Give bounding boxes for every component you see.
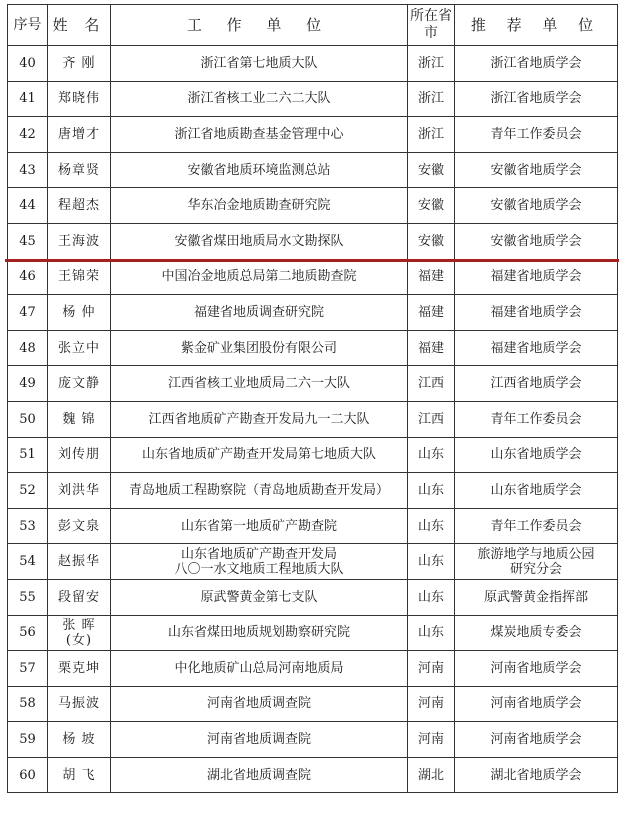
row-name: 唐增才 xyxy=(48,117,111,153)
row-unit: 河南省地质调查院 xyxy=(111,686,408,722)
row-unit: 华东冶金地质勘查研究院 xyxy=(111,188,408,224)
table-row xyxy=(8,46,618,82)
row-index: 50 xyxy=(8,401,48,437)
row-index: 49 xyxy=(8,366,48,402)
row-index: 47 xyxy=(8,295,48,331)
row-unit: 湖北省地质调查院 xyxy=(111,757,408,793)
header-recommender: 推 荐 单 位 xyxy=(455,5,618,46)
row-recommender: 煤炭地质专委会 xyxy=(455,615,618,651)
table-row xyxy=(8,223,618,259)
row-recommender: 河南省地质学会 xyxy=(455,686,618,722)
table-row xyxy=(8,295,618,331)
row-unit: 原武警黄金第七支队 xyxy=(111,579,408,615)
row-recommender: 青年工作委员会 xyxy=(455,508,618,544)
table-row xyxy=(8,722,618,758)
row-index: 48 xyxy=(8,330,48,366)
row-recommender: 安徽省地质学会 xyxy=(455,188,618,224)
header-unit: 工 作 单 位 xyxy=(111,5,408,46)
row-index: 52 xyxy=(8,473,48,509)
row-province: 江西 xyxy=(408,366,455,402)
recommendation-table xyxy=(7,4,618,793)
row-recommender: 福建省地质学会 xyxy=(455,295,618,331)
row-unit: 中国冶金地质总局第二地质勘查院 xyxy=(111,259,408,295)
row-recommender: 安徽省地质学会 xyxy=(455,152,618,188)
row-name: 赵振华 xyxy=(48,544,111,580)
row-province: 河南 xyxy=(408,686,455,722)
row-index: 44 xyxy=(8,188,48,224)
header-name: 姓 名 xyxy=(48,5,111,46)
row-name: 程超杰 xyxy=(48,188,111,224)
row-unit: 安徽省煤田地质局水文勘探队 xyxy=(111,223,408,259)
row-province: 河南 xyxy=(408,722,455,758)
row-recommender: 江西省地质学会 xyxy=(455,366,618,402)
row-index: 55 xyxy=(8,579,48,615)
row-province: 山东 xyxy=(408,473,455,509)
table-row xyxy=(8,330,618,366)
row-recommender: 河南省地质学会 xyxy=(455,651,618,687)
row-name: 庞文静 xyxy=(48,366,111,402)
row-unit: 安徽省地质环境监测总站 xyxy=(111,152,408,188)
row-name: 王锦荣 xyxy=(48,259,111,295)
row-name: 魏 锦 xyxy=(48,401,111,437)
row-recommender: 福建省地质学会 xyxy=(455,259,618,295)
row-name: 杨章贤 xyxy=(48,152,111,188)
row-index: 58 xyxy=(8,686,48,722)
table-row xyxy=(8,544,618,580)
row-unit: 江西省地质矿产勘查开发局九一二大队 xyxy=(111,401,408,437)
row-recommender: 山东省地质学会 xyxy=(455,437,618,473)
row-unit: 青岛地质工程勘察院（青岛地质勘查开发局） xyxy=(111,473,408,509)
row-index: 53 xyxy=(8,508,48,544)
row-unit: 福建省地质调查研究院 xyxy=(111,295,408,331)
row-name: 杨 坡 xyxy=(48,722,111,758)
row-index: 46 xyxy=(8,259,48,295)
row-unit: 河南省地质调查院 xyxy=(111,722,408,758)
row-recommender: 原武警黄金指挥部 xyxy=(455,579,618,615)
row-unit: 山东省地质矿产勘查开发局第七地质大队 xyxy=(111,437,408,473)
row-unit: 江西省核工业地质局二六一大队 xyxy=(111,366,408,402)
table-row xyxy=(8,437,618,473)
table-row xyxy=(8,117,618,153)
row-recommender: 安徽省地质学会 xyxy=(455,223,618,259)
row-unit: 山东省地质矿产勘查开发局 八〇一水文地质工程地质大队 xyxy=(111,544,408,580)
row-province: 浙江 xyxy=(408,46,455,82)
row-name: 郑晓伟 xyxy=(48,81,111,117)
row-index: 42 xyxy=(8,117,48,153)
row-province: 浙江 xyxy=(408,117,455,153)
row-index: 57 xyxy=(8,651,48,687)
row-recommender: 青年工作委员会 xyxy=(455,401,618,437)
row-province: 河南 xyxy=(408,651,455,687)
row-unit: 浙江省第七地质大队 xyxy=(111,46,408,82)
row-unit: 浙江省核工业二六二大队 xyxy=(111,81,408,117)
row-index: 60 xyxy=(8,757,48,793)
table-row xyxy=(8,152,618,188)
row-province: 山东 xyxy=(408,544,455,580)
table-row xyxy=(8,508,618,544)
row-index: 51 xyxy=(8,437,48,473)
header-province: 所在省市 xyxy=(408,5,455,46)
row-recommender: 河南省地质学会 xyxy=(455,722,618,758)
table-header-row xyxy=(8,5,618,46)
table-row xyxy=(8,651,618,687)
row-name: 胡 飞 xyxy=(48,757,111,793)
row-province: 浙江 xyxy=(408,81,455,117)
table-row xyxy=(8,686,618,722)
row-name: 张 晖 (女) xyxy=(48,615,111,651)
row-province: 福建 xyxy=(408,295,455,331)
table-row xyxy=(8,366,618,402)
row-name: 彭文泉 xyxy=(48,508,111,544)
row-recommender: 湖北省地质学会 xyxy=(455,757,618,793)
row-province: 江西 xyxy=(408,401,455,437)
table-row xyxy=(8,401,618,437)
row-recommender: 福建省地质学会 xyxy=(455,330,618,366)
header-index: 序号 xyxy=(8,5,48,46)
row-recommender: 旅游地学与地质公园 研究分会 xyxy=(455,544,618,580)
row-province: 安徽 xyxy=(408,152,455,188)
row-province: 安徽 xyxy=(408,223,455,259)
table-row xyxy=(8,757,618,793)
row-province: 山东 xyxy=(408,579,455,615)
row-province: 山东 xyxy=(408,437,455,473)
row-unit: 浙江省地质勘查基金管理中心 xyxy=(111,117,408,153)
row-province: 安徽 xyxy=(408,188,455,224)
row-index: 45 xyxy=(8,223,48,259)
row-unit: 山东省煤田地质规划勘察研究院 xyxy=(111,615,408,651)
row-index: 43 xyxy=(8,152,48,188)
row-index: 59 xyxy=(8,722,48,758)
row-name: 刘传朋 xyxy=(48,437,111,473)
table-row xyxy=(8,259,618,295)
row-unit: 紫金矿业集团股份有限公司 xyxy=(111,330,408,366)
row-index: 54 xyxy=(8,544,48,580)
row-name: 张立中 xyxy=(48,330,111,366)
row-name: 马振波 xyxy=(48,686,111,722)
table-row xyxy=(8,473,618,509)
row-index: 40 xyxy=(8,46,48,82)
row-name: 杨 仲 xyxy=(48,295,111,331)
row-name: 栗克坤 xyxy=(48,651,111,687)
row-recommender: 浙江省地质学会 xyxy=(455,81,618,117)
table-row xyxy=(8,188,618,224)
row-name: 齐 刚 xyxy=(48,46,111,82)
red-divider-line xyxy=(5,259,619,262)
row-unit: 中化地质矿山总局河南地质局 xyxy=(111,651,408,687)
row-name: 刘洪华 xyxy=(48,473,111,509)
row-province: 福建 xyxy=(408,259,455,295)
row-name: 段留安 xyxy=(48,579,111,615)
row-name: 王海波 xyxy=(48,223,111,259)
row-province: 福建 xyxy=(408,330,455,366)
row-recommender: 山东省地质学会 xyxy=(455,473,618,509)
row-unit: 山东省第一地质矿产勘查院 xyxy=(111,508,408,544)
row-recommender: 青年工作委员会 xyxy=(455,117,618,153)
table-row xyxy=(8,579,618,615)
table-row xyxy=(8,615,618,651)
table-row xyxy=(8,81,618,117)
row-index: 41 xyxy=(8,81,48,117)
row-index: 56 xyxy=(8,615,48,651)
row-province: 湖北 xyxy=(408,757,455,793)
row-province: 山东 xyxy=(408,615,455,651)
row-recommender: 浙江省地质学会 xyxy=(455,46,618,82)
row-province: 山东 xyxy=(408,508,455,544)
